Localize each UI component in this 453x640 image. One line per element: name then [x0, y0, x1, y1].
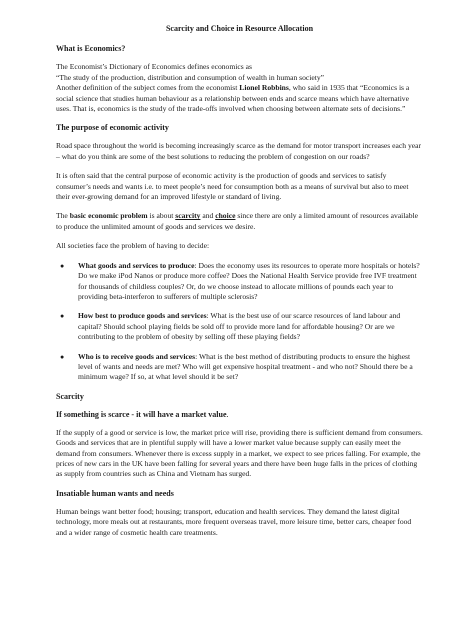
paragraph-basic-problem	[56, 211, 423, 232]
paragraph-central-purpose: It is often said that the central purpose of economic activity is the production of goods and services to satisfy consumer’s needs and wants i.e. to meet people’s need for consumption both as a means of survival but also to meet their ever-growing demand for an improved lifestyle or standard of living.	[56, 171, 409, 202]
text-fragment: and	[200, 211, 216, 221]
bullet-icon: ●	[60, 352, 65, 361]
robbins-name: Lionel Robbins	[239, 83, 289, 93]
paragraph-human-wants: Human beings want better food; housing; transport, education and health services. They demand the latest digital technology, more meals out at restaurants, more frequent overseas travel, more leisure time, better cars, cheaper food and a wider range of cosmetic health care treatments.	[56, 506, 412, 537]
section-heading-scarcity: Scarcity	[56, 391, 84, 401]
choice-term: choice	[215, 211, 236, 221]
scarcity-term: scarcity	[175, 211, 201, 221]
list-item	[60, 260, 423, 303]
definition-intro: The Economist’s Dictionary of Economics defines economics as	[56, 62, 252, 72]
robbins-post: , who said in 1935 that “Economics is a social science that studies human behaviour as a relationship between ends and scarce means which have alternative uses. That is, economics is the study of the trade-offs involved when choosing between alternate sets of decisions.”	[56, 83, 410, 114]
section-heading-purpose: The purpose of economic activity	[56, 123, 169, 133]
document-title: Scarcity and Choice in Resource Allocation	[165, 24, 314, 33]
decision-list	[56, 261, 423, 383]
text-fragment: is about	[147, 211, 176, 221]
definition-quote: “The study of the production, distribution and consumption of wealth in human society”	[56, 72, 325, 82]
list-item-text: : Does the economy uses its resources to operate more hospitals or hotels? Do we make iPod Nanos or produce more coffee? Does the National Health Service provide free IVF treatment for thousands of childless couples? Or, do we choose instead to allocate millions of pounds each year to providing beta-interferon to sufferers of multiple sclerosis?	[78, 260, 420, 301]
definitions-block	[56, 62, 423, 114]
list-item-text: : What is the best use of our scarce resources of land labour and capital? Should school playing fields be sold off to provide more land for affordable housing? Or are we contributing to the problem of obesity by selling off these playing fields?	[78, 311, 401, 342]
basic-economic-problem-term: basic economic problem	[69, 211, 148, 221]
bullet-icon: ●	[60, 312, 65, 321]
text-fragment: since there are only a limited amount of resources available to produce the unlimited amount of goods and services we desire.	[56, 211, 419, 231]
section-heading-what-is-economics: What is Economics?	[56, 44, 126, 54]
list-item-text: : What is the best method of distributing products to ensure the highest level of wants and needs are met? Who will get expensive hospital treatment - and who not? Should there be a minimum wage? If so, at what level should it be set?	[78, 351, 413, 382]
list-item	[60, 311, 423, 342]
paragraph-societies-decide: All societies face the problem of having to decide:	[56, 241, 210, 251]
paragraph-road-space: Road space throughout the world is becoming increasingly scarce as the demand for motor transport increases each year – what do you think are some of the best solutions to reducing the problem of congestion on our roads?	[56, 141, 422, 161]
list-item-lead: Who is to receive goods and services	[78, 351, 196, 361]
list-item-lead: How best to produce goods and services	[78, 311, 207, 321]
text-fragment: The	[56, 211, 70, 221]
list-item-lead: What goods and services to produce	[78, 260, 195, 270]
robbins-pre: Another definition of the subject comes from the economist	[56, 83, 240, 93]
robbins-definition	[56, 83, 423, 114]
list-item	[60, 351, 423, 383]
section-heading-insatiable-wants: Insatiable human wants and needs	[56, 488, 174, 498]
bullet-icon: ●	[60, 261, 65, 270]
subheading-text: If something is scarce - it will have a market value	[56, 409, 227, 419]
subheading-period: .	[226, 409, 229, 419]
paragraph-supply: If the supply of a good or service is low, the market price will rise, providing there is sufficient demand from consumers. Goods and services that are in plentiful supply will have a lower market value because supply can easily meet the demand from consumers. Whenever there is excess supply in a market, we expect to see prices falling. For example, the prices of new cars in the UK have been falling for several years and there have been huge falls in the prices of clothing as supply from countries such as China and Vietnam has surged.	[56, 427, 423, 479]
subheading-market-value	[56, 410, 423, 420]
